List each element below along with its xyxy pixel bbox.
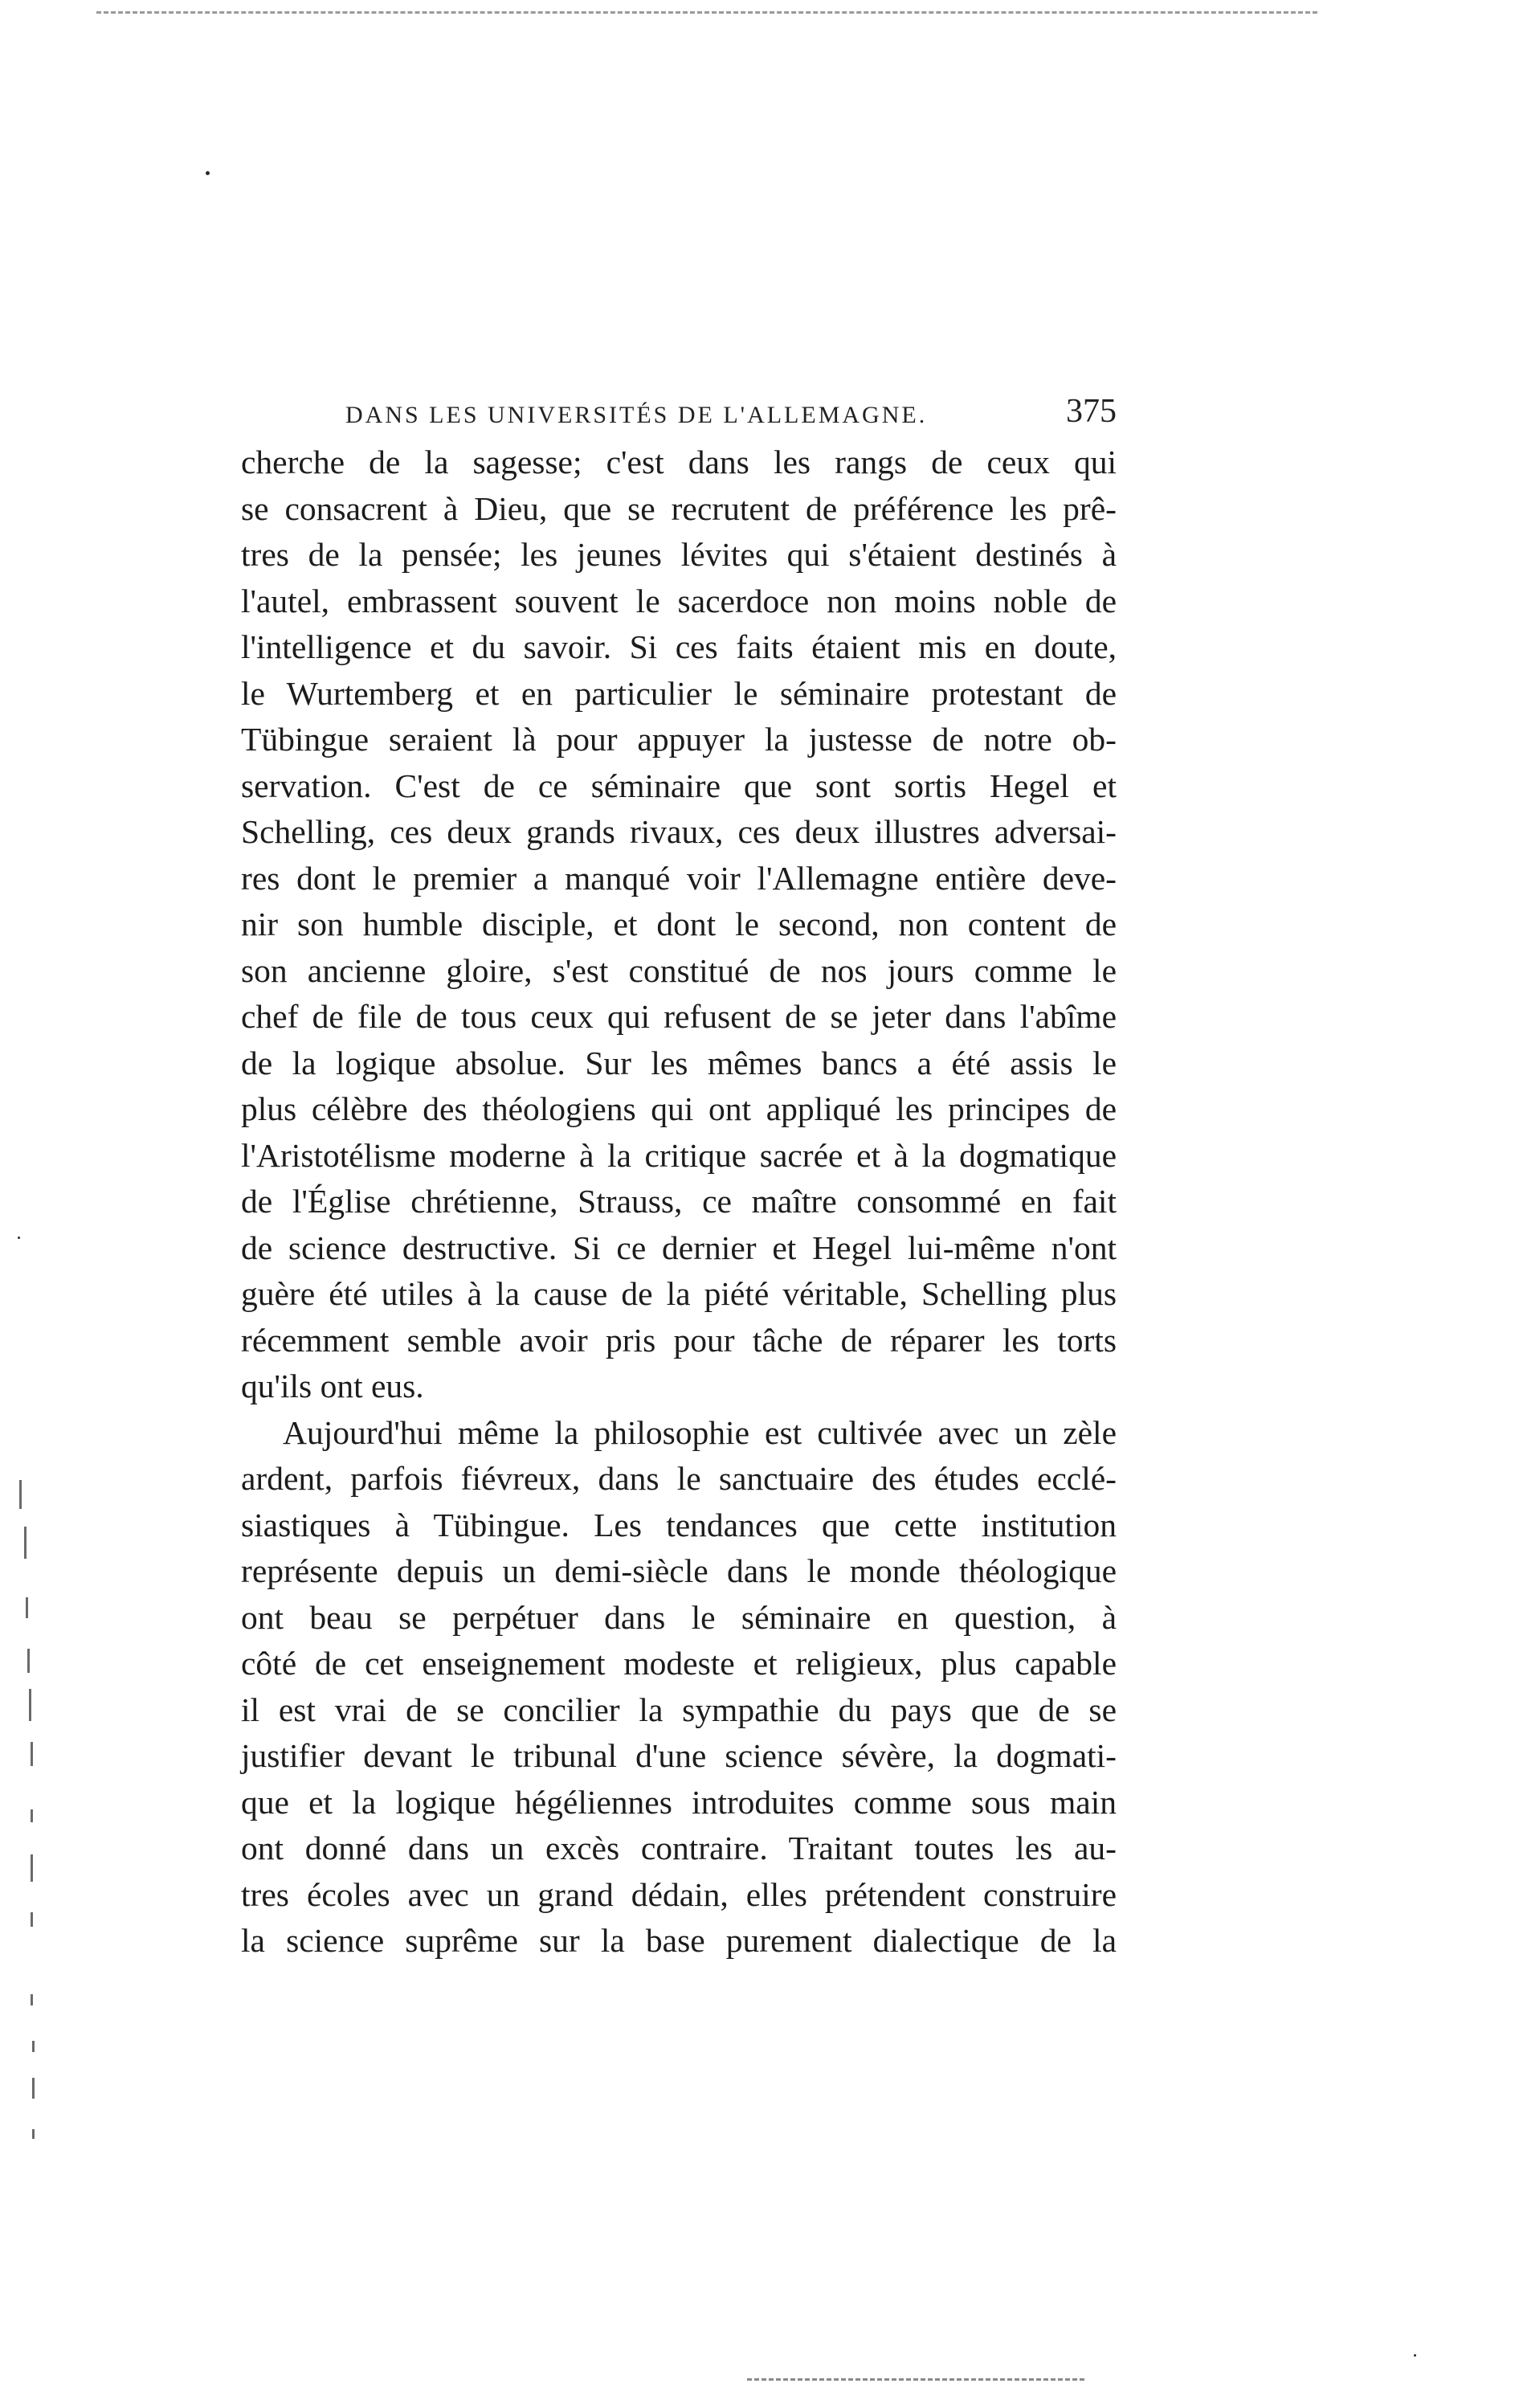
text-line: de l'Église chrétienne, Strauss, ce maître consommé en fait (241, 1183, 1117, 1220)
text-line: servation. C'est de ce séminaire que sont sortis Hegel et (241, 767, 1117, 804)
paragraph-start-line: Aujourd'hui même la philosophie est cultivée avec un zèle (283, 1413, 1117, 1451)
text-line: que et la logique hégéliennes introduites comme sous main (241, 1783, 1117, 1821)
text-line: son ancienne gloire, s'est constitué de nos jours comme le (241, 951, 1117, 989)
margin-mark (19, 1480, 22, 1509)
text-line: chef de file de tous ceux qui refusent de se jeter dans l'abîme (241, 998, 1117, 1035)
text-line: ont donné dans un excès contraire. Traitant toutes les au- (241, 1830, 1117, 1866)
text-line: il est vrai de se concilier la sympathie du pays que de se (241, 1691, 1117, 1728)
text-line: de la logique absolue. Sur les mêmes bancs a été assis le (241, 1044, 1117, 1081)
text-line: tres de la pensée; les jeunes lévites qui s'étaient destinés à (241, 536, 1117, 573)
scan-bottom-dashes (747, 2378, 1084, 2381)
text-line: nir son humble disciple, et dont le second, non content de (241, 906, 1117, 942)
text-line: res dont le premier a manqué voir l'Allemagne entière deve- (241, 859, 1117, 897)
margin-mark (27, 1649, 30, 1673)
text-line: cherche de la sagesse; c'est dans les rangs de ceux qui (241, 444, 1117, 480)
text-line: côté de cet enseignement modeste et religieux, plus capable (241, 1645, 1117, 1682)
text-line: Schelling, ces deux grands rivaux, ces deux illustres adversai- (241, 813, 1117, 850)
margin-mark (32, 2041, 35, 2052)
text-line: le Wurtemberg et en particulier le séminaire protestant de (241, 674, 1117, 712)
text-line: l'intelligence et du savoir. Si ces faits étaient mis en doute, (241, 628, 1117, 665)
ink-speck (18, 1237, 20, 1239)
margin-mark (31, 1809, 33, 1822)
margin-mark (32, 2078, 35, 2099)
text-line: siastiques à Tübingue. Les tendances que cette institution (241, 1506, 1117, 1543)
text-line: plus célèbre des théologiens qui ont appliqué les principes de (241, 1090, 1117, 1127)
text-line: de science destructive. Si ce dernier et Hegel lui-même n'ont (241, 1229, 1117, 1266)
text-line: l'autel, embrassent souvent le sacerdoce non moins noble de (241, 582, 1117, 619)
text-line: guère été utiles à la cause de la piété véritable, Schelling plus (241, 1275, 1117, 1312)
text-line: l'Aristotélisme moderne à la critique sacrée et à la dogmatique (241, 1136, 1117, 1174)
margin-mark (26, 1597, 28, 1618)
text-line: justifier devant le tribunal d'une science sévère, la dogmati- (241, 1737, 1117, 1774)
text-line: récemment semble avoir pris pour tâche de réparer les torts (241, 1321, 1117, 1359)
body-text (241, 439, 1117, 1964)
scan-edge-dashes (96, 11, 1317, 14)
running-title: DANS LES UNIVERSITÉS DE L'ALLEMAGNE. (345, 402, 928, 428)
text-line: la science suprême sur la base purement dialectique de la (241, 1922, 1117, 1959)
text-line: représente depuis un demi-siècle dans le monde théologique (241, 1552, 1117, 1589)
margin-mark (29, 1689, 31, 1721)
page-header (345, 392, 1117, 440)
margin-mark (31, 1994, 33, 2005)
page-number: 375 (1066, 393, 1117, 430)
margin-mark (31, 1742, 33, 1766)
margin-mark (24, 1527, 27, 1559)
ink-speck (206, 171, 210, 175)
text-line: ardent, parfois fiévreux, dans le sanctuaire des études ecclé- (241, 1460, 1117, 1497)
margin-mark (31, 1854, 33, 1882)
paragraph-end-line: qu'ils ont eus. (241, 1368, 424, 1404)
margin-mark (31, 1912, 33, 1927)
ink-speck (1414, 2354, 1416, 2357)
margin-mark (32, 2129, 35, 2139)
text-line: Tübingue seraient là pour appuyer la justesse de notre ob- (241, 721, 1117, 758)
text-line: ont beau se perpétuer dans le séminaire en question, à (241, 1598, 1117, 1636)
text-line: tres écoles avec un grand dédain, elles prétendent construire (241, 1875, 1117, 1913)
text-line: se consacrent à Dieu, que se recrutent de préférence les prê- (241, 489, 1117, 527)
